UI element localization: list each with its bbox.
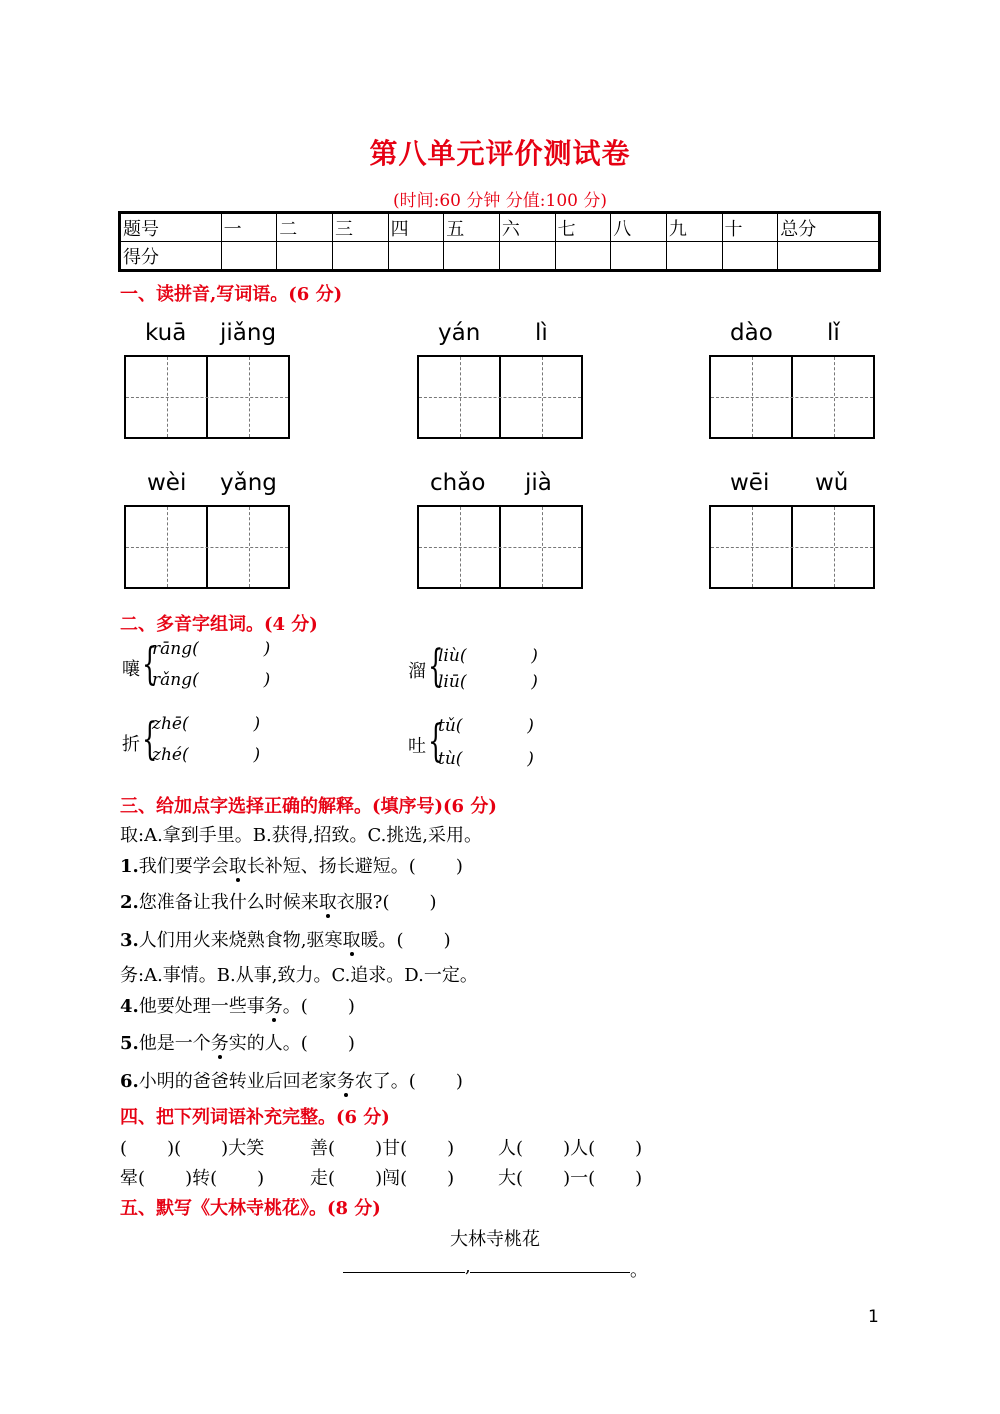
score-cell: 二 (277, 213, 333, 242)
score-cell: 题号 (120, 213, 222, 242)
definition-line: 务:A.事情。B.从事,致力。C.追求。D.一定。 (120, 965, 478, 986)
answer-line[interactable] (470, 1272, 630, 1273)
idiom-fill[interactable]: 晕( )转( ) (120, 1168, 265, 1189)
dotted-char: 取 (342, 930, 361, 951)
dotted-char: 取 (228, 856, 247, 877)
question-text[interactable]: 农了。( ) (354, 1071, 463, 1092)
section5-heading: 五、默写《大林寺桃花》。(8 分) (120, 1198, 381, 1219)
polyphone-reading[interactable]: zhē( ) (152, 714, 261, 734)
section3-heading: 三、给加点字选择正确的解释。(填序号)(6 分) (120, 796, 497, 817)
brace-icon: { (428, 716, 444, 767)
writing-grid[interactable] (709, 355, 875, 439)
brace-icon: { (428, 641, 444, 692)
score-input-cell[interactable] (722, 242, 778, 271)
answer-line[interactable] (343, 1272, 465, 1273)
writing-grid[interactable] (124, 505, 290, 589)
writing-grid[interactable] (124, 355, 290, 439)
score-cell: 九 (666, 213, 722, 242)
polyphone-reading[interactable]: tǔ( ) (438, 716, 534, 736)
question-number: 3. (120, 930, 139, 951)
polyphone-reading[interactable]: zhé( ) (152, 745, 261, 765)
pinyin: chǎo (430, 470, 486, 496)
polyphone-char: 嚷 (122, 659, 140, 680)
score-cell: 六 (499, 213, 555, 242)
question-text[interactable]: 实的人。( ) (228, 1033, 355, 1054)
score-input-cell[interactable] (666, 242, 722, 271)
definition-line: 取:A.拿到手里。B.获得,招致。C.挑选,采用。 (120, 825, 483, 846)
question-item (120, 888, 437, 914)
score-input-cell[interactable] (277, 242, 333, 271)
question-number: 4. (120, 996, 139, 1017)
pinyin: lǐ (827, 320, 840, 346)
question-item (120, 1029, 355, 1055)
brace-icon: { (142, 639, 158, 690)
score-table-score-row (120, 242, 880, 271)
score-input-cell[interactable] (611, 242, 667, 271)
score-input-cell[interactable] (221, 242, 277, 271)
brace-icon: { (142, 714, 158, 765)
writing-grid[interactable] (417, 505, 583, 589)
polyphone-char: 吐 (408, 736, 426, 757)
page-number: 1 (868, 1307, 879, 1327)
idiom-fill[interactable]: 人( )人( ) (498, 1138, 643, 1159)
polyphone-reading[interactable]: rǎng( ) (152, 670, 271, 690)
question-number: 6. (120, 1071, 139, 1092)
polyphone-reading[interactable]: rāng( ) (152, 639, 271, 659)
score-input-cell[interactable] (555, 242, 611, 271)
score-cell: 总分 (778, 213, 880, 242)
polyphone-reading[interactable]: liù( ) (438, 646, 538, 666)
score-input-cell[interactable] (388, 242, 444, 271)
question-number: 1. (120, 856, 139, 877)
writing-grid[interactable] (709, 505, 875, 589)
pinyin: yán (438, 320, 481, 346)
question-text[interactable]: 长补短、扬长避短。( ) (246, 856, 463, 877)
pinyin: yǎng (220, 470, 277, 496)
polyphone-char: 溜 (408, 661, 426, 682)
score-input-cell[interactable] (332, 242, 388, 271)
score-cell: 七 (555, 213, 611, 242)
idiom-fill[interactable]: 大( )一( ) (498, 1168, 643, 1189)
polyphone-char: 折 (122, 734, 140, 755)
dotted-char: 务 (264, 996, 283, 1017)
score-row-label: 得分 (120, 242, 222, 271)
question-text: 人们用火来烧熟食物,驱寒 (138, 930, 343, 951)
question-text: 我们要学会 (138, 856, 229, 877)
score-input-cell[interactable] (499, 242, 555, 271)
question-item (120, 992, 355, 1018)
question-text: 您准备让我什么时候来 (138, 892, 319, 913)
idiom-fill[interactable]: 走( )闯( ) (310, 1168, 455, 1189)
score-input-cell[interactable] (778, 242, 880, 271)
question-number: 2. (120, 892, 139, 913)
page-title: 第八单元评价测试卷 (369, 137, 631, 170)
pinyin: wǔ (815, 470, 849, 496)
question-item (120, 926, 451, 952)
dotted-char: 务 (210, 1033, 229, 1054)
dotted-char: 务 (336, 1071, 355, 1092)
pinyin: dào (730, 320, 773, 346)
question-item (120, 1067, 463, 1093)
pinyin: wēi (730, 470, 770, 496)
polyphone-reading[interactable]: tù( ) (438, 749, 534, 769)
question-text: 他要处理一些事 (138, 996, 265, 1017)
dotted-char: 取 (318, 892, 337, 913)
score-cell: 十 (722, 213, 778, 242)
pinyin: lì (535, 320, 548, 346)
pinyin: jià (525, 470, 552, 496)
score-cell: 四 (388, 213, 444, 242)
question-text[interactable]: 暖。( ) (360, 930, 451, 951)
score-table-header-row (120, 213, 880, 242)
idiom-fill[interactable]: 善( )甘( ) (310, 1138, 455, 1159)
score-cell: 一 (221, 213, 277, 242)
page-subtitle: (时间:60 分钟 分值:100 分) (392, 191, 607, 211)
section4-heading: 四、把下列词语补充完整。(6 分) (120, 1107, 390, 1128)
question-text: 小明的爸爸转业后回老家 (138, 1071, 337, 1092)
writing-grid[interactable] (417, 355, 583, 439)
polyphone-reading[interactable]: liū( ) (438, 672, 538, 692)
score-cell: 三 (332, 213, 388, 242)
section2-heading: 二、多音字组词。(4 分) (120, 614, 318, 635)
score-cell: 八 (611, 213, 667, 242)
idiom-fill[interactable]: ( )( )大笑 (120, 1138, 265, 1159)
score-table (118, 211, 881, 272)
poem-title: 大林寺桃花 (450, 1229, 540, 1250)
score-input-cell[interactable] (444, 242, 500, 271)
punctuation: 。 (630, 1260, 648, 1281)
pinyin: kuā (145, 320, 187, 346)
question-text: 他是一个 (138, 1033, 211, 1054)
score-cell: 五 (444, 213, 500, 242)
punctuation: , (465, 1256, 471, 1277)
pinyin: wèi (147, 470, 187, 496)
question-text[interactable]: 。( ) (282, 996, 355, 1017)
pinyin: jiǎng (220, 320, 277, 346)
question-text[interactable]: 衣服?( ) (336, 892, 437, 913)
question-number: 5. (120, 1033, 139, 1054)
section1-heading: 一、读拼音,写词语。(6 分) (120, 284, 343, 305)
question-item (120, 852, 463, 878)
